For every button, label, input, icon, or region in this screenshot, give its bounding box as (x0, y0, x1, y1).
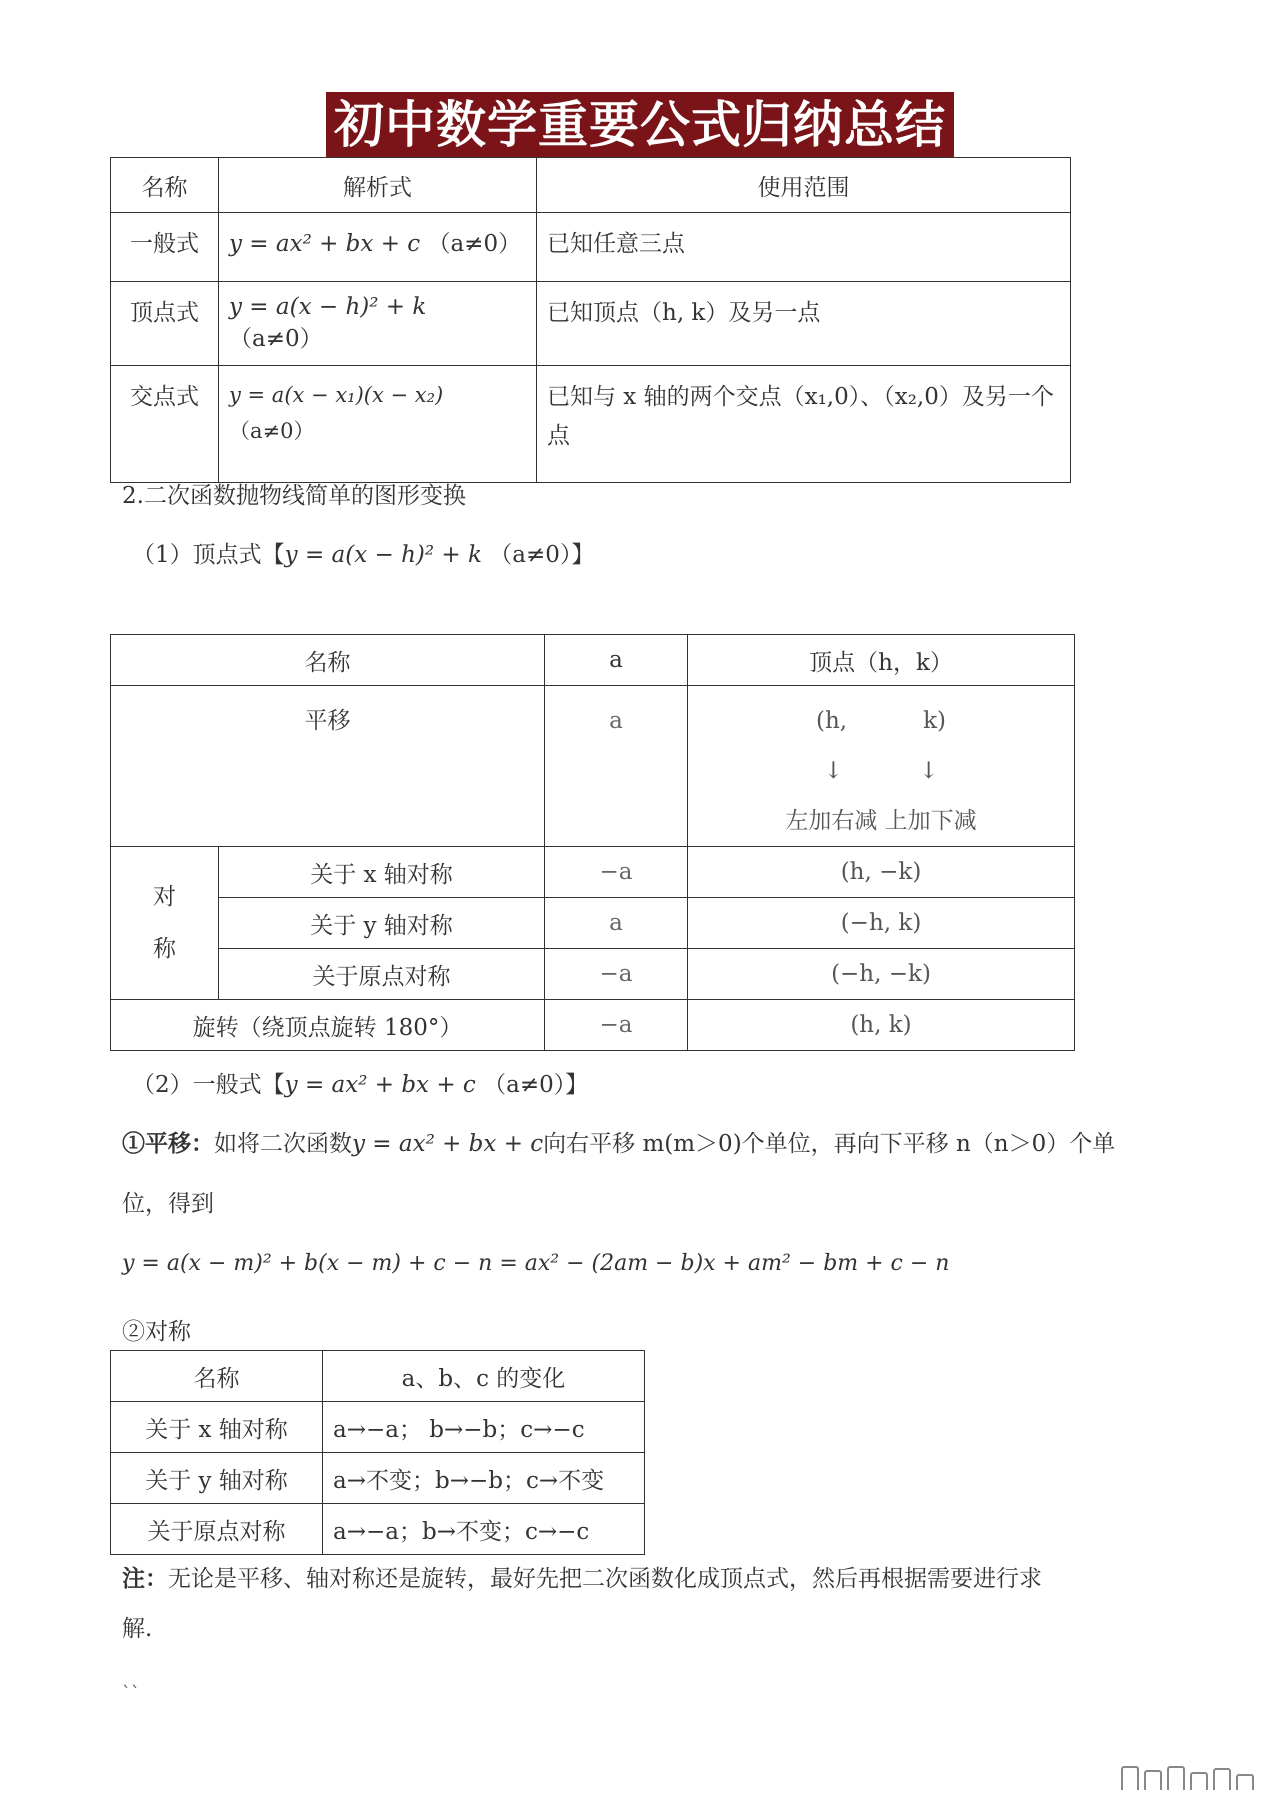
vertex-transform-table (110, 634, 1075, 1051)
shift-vertex-cell (688, 686, 1075, 847)
header-cell: 解析式 (219, 158, 537, 213)
arrow-down-icon: ↓ (823, 758, 843, 784)
shift-name: 平移 (111, 686, 545, 847)
sym-name: 关于原点对称 (219, 949, 545, 1000)
form-name: 交点式 (111, 366, 219, 483)
sym-a: −a (545, 949, 688, 1000)
shift-lead: ①平移： (122, 1130, 214, 1157)
coef-change: a→−a； b→−b；c→−c (323, 1402, 645, 1453)
shift-paragraph (122, 1114, 1182, 1294)
sym-name: 关于 x 轴对称 (219, 847, 545, 898)
formula: y = ax² + bx + c (352, 1131, 544, 1157)
note-line-2: 解. (122, 1616, 153, 1642)
table-row (111, 898, 1075, 949)
form-formula-cell (219, 213, 537, 282)
header-cell: 使用范围 (537, 158, 1071, 213)
formula: y = ax² + bx + c (284, 1072, 476, 1098)
form-scope: 已知与 x 轴的两个交点（x₁,0）、（x₂,0）及另一个点 (537, 366, 1071, 483)
form-formula-cell (219, 282, 537, 366)
table-row (111, 686, 1075, 847)
subsection-label: （2）一般式【 (132, 1072, 285, 1098)
shift-k: k) (923, 708, 947, 734)
header-cell: a (545, 635, 688, 686)
shift-hk (688, 696, 1074, 746)
form-name: 顶点式 (111, 282, 219, 366)
note-line-1 (122, 1554, 1182, 1604)
table-row (111, 366, 1071, 483)
stray-mark: `` (122, 1683, 140, 1704)
sym-vertex: (−h, k) (688, 898, 1075, 949)
shift-result-formula: y = a(x − m)² + b(x − m) + c − n = ax² − (2am − b)x + am² − bm + c − n (122, 1251, 950, 1276)
page-title: 初中数学重要公式归纳总结 (326, 92, 954, 158)
shift-h: (h, (815, 708, 848, 734)
formula: y = a(x − h)² + k (284, 542, 482, 568)
coef-change: a→−a；b→不变；c→−c (323, 1504, 645, 1555)
condition: （a≠0） (229, 418, 315, 443)
note-text: 无论是平移、轴对称还是旋转，最好先把二次函数化成顶点式，然后再根据需要进行求 (168, 1566, 1042, 1592)
formula: y = a(x − x₁)(x − x₂) (229, 383, 444, 407)
shift-line-2: 位，得到 (122, 1191, 214, 1217)
coef-change: a→不变；b→−b；c→不变 (323, 1453, 645, 1504)
form-scope: 已知任意三点 (537, 213, 1071, 282)
watermark-icon (1121, 1766, 1254, 1790)
formula: y = ax² + bx + c (229, 231, 421, 257)
table-row (111, 1000, 1075, 1051)
section-heading: 2.二次函数抛物线简单的图形变换 (122, 483, 466, 509)
table-header (111, 635, 1075, 686)
shift-arrows (688, 746, 1074, 796)
header-cell: a、b、c 的变化 (323, 1351, 645, 1402)
table-row (111, 1402, 645, 1453)
subsection-general-form (132, 1066, 588, 1099)
header-cell: 名称 (111, 635, 545, 686)
table-row (111, 1504, 645, 1555)
note (122, 1554, 1182, 1654)
table-row (111, 213, 1071, 282)
rotate-a: −a (545, 1000, 688, 1051)
table-row (111, 282, 1071, 366)
formula: y = a(x − h)² + k (229, 294, 427, 320)
form-formula-cell (219, 366, 537, 483)
arrow-down-icon: ↓ (919, 758, 939, 784)
title-wrap (0, 92, 1280, 158)
subsection-label: （1）顶点式【 (132, 542, 285, 568)
table-row (111, 1453, 645, 1504)
table-header (111, 1351, 645, 1402)
rotate-name: 旋转（绕顶点旋转 180°） (111, 1000, 545, 1051)
shift-text-2: 向右平移 m(m＞0)个单位，再向下平移 n（n＞0）个单 (543, 1131, 1116, 1157)
symmetry-change-table (110, 1350, 645, 1555)
sym-a: −a (545, 847, 688, 898)
symmetry-label: 对 称 (111, 847, 219, 1000)
sym-name: 关于原点对称 (111, 1504, 323, 1555)
shift-text-1: 如将二次函数 (214, 1131, 352, 1157)
header-cell: 名称 (111, 158, 219, 213)
note-lead: 注： (122, 1565, 168, 1592)
sym-name: 关于 x 轴对称 (111, 1402, 323, 1453)
form-scope: 已知顶点（h, k）及另一点 (537, 282, 1071, 366)
shift-rule: 左加右减 上加下减 (785, 808, 977, 834)
sym-a: a (545, 898, 688, 949)
sym-vertex: (−h, −k) (688, 949, 1075, 1000)
rotate-vertex: (h, k) (688, 1000, 1075, 1051)
sym-vertex: (h, −k) (688, 847, 1075, 898)
condition: （a≠0） (427, 231, 522, 257)
symmetry-heading: ②对称 (122, 1319, 191, 1345)
header-cell: 顶点（h，k） (688, 635, 1075, 686)
condition: （a≠0）】 (483, 1072, 589, 1098)
table-row (111, 949, 1075, 1000)
condition: （a≠0） (229, 326, 323, 352)
subsection-vertex-form (132, 536, 594, 569)
table-row (111, 847, 1075, 898)
form-name: 一般式 (111, 213, 219, 282)
sym-name: 关于 y 轴对称 (219, 898, 545, 949)
shift-a: a (545, 686, 688, 847)
forms-table-header (111, 158, 1071, 213)
shift-line-1 (122, 1114, 1182, 1174)
header-cell: 名称 (111, 1351, 323, 1402)
forms-table (110, 157, 1071, 483)
condition: （a≠0）】 (489, 542, 595, 568)
sym-name: 关于 y 轴对称 (111, 1453, 323, 1504)
